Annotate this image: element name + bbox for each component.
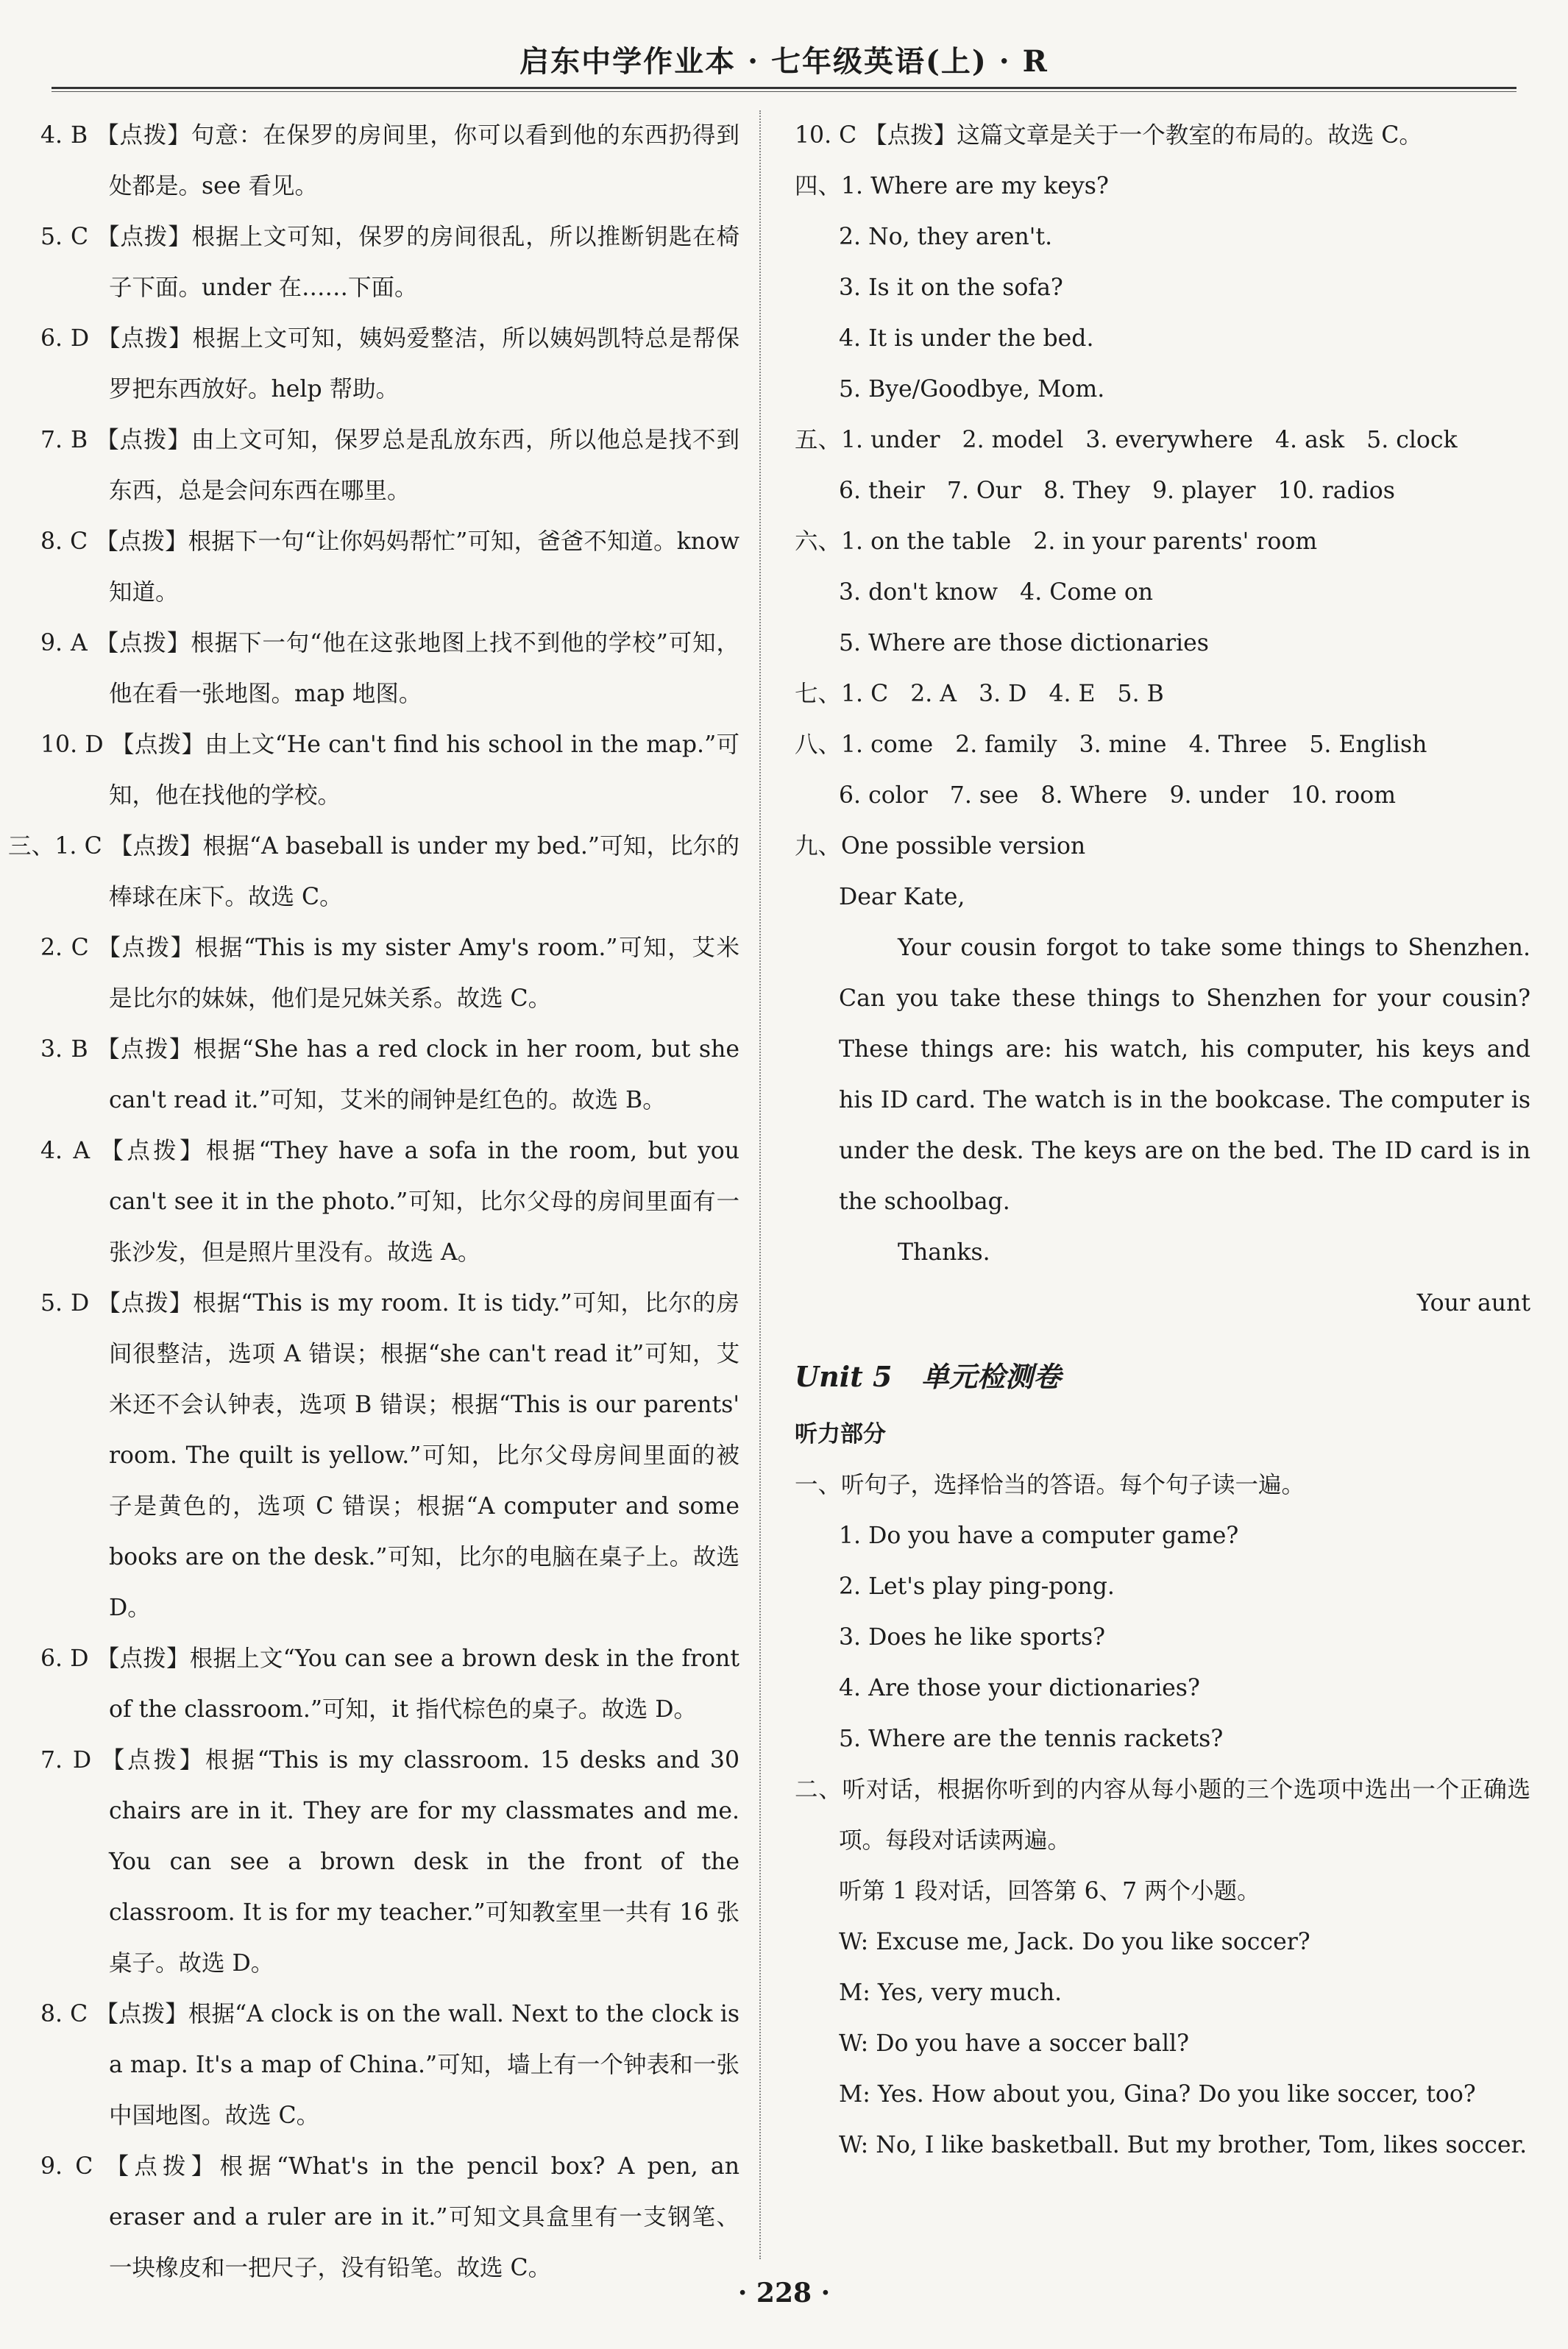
answer-item: 2. C 【点拨】根据“This is my sister Amy's room.”可知，艾米是比尔的妹妹，他们是兄妹关系。故选 C。: [40, 935, 739, 1012]
answer-item: 6. D 【点拨】根据上文可知，姨妈爱整洁，所以姨妈凯特总是帮保罗把东西放好。help 帮助。: [40, 325, 739, 403]
right-column: [795, 110, 1530, 2171]
answer-item: 8. C 【点拨】根据下一句“让你妈妈帮忙”可知，爸爸不知道。know 知道。: [40, 528, 739, 606]
section-label: 七、: [795, 681, 842, 707]
answer-line: 5. Where are those dictionaries: [839, 630, 1209, 656]
answer-item: 10. D 【点拨】由上文“He can't find his school in the map.”可知，他在找他的学校。: [40, 731, 739, 809]
letter-greeting: Dear Kate,: [839, 884, 965, 910]
section-8: [795, 720, 1530, 821]
answer-item: 5. D 【点拨】根据“This is my room. It is tidy.”可知，比尔的房间很整洁，选项 A 错误；根据“she can't read it”可知，艾米还不会认钟表，选项 B 错误；根据“This is our parents' room. The quilt is yellow.”可知，比尔父母房间里面的被子是黄色的，选项 C 错误；根据“A computer and some books are on the desk.”可知，比尔的电脑在桌子上。故选 D。: [40, 1290, 739, 1621]
answer-item: 9. C 【点拨】根据“What's in the pencil box? A pen, an eraser and a ruler are in it.”可知文具盒里有一支钢笔、一块橡皮和一把尺子，没有铅笔。故选 C。: [40, 2153, 739, 2281]
header-rule-thin: [52, 91, 1516, 92]
answer-item: 7. D 【点拨】根据“This is my classroom. 15 desks and 30 chairs are in it. They are for my classmates and me. You can see a brown desk in the front of the classroom. It is for my teacher.”可知教室里一共有 16 张桌子。故选 D。: [40, 1747, 739, 1977]
section-5: [795, 415, 1530, 517]
answer-line: 3. Is it on the sofa?: [839, 274, 1063, 301]
answer-line: 4. It is under the bed.: [839, 325, 1094, 352]
answer-line: 1. C 2. A 3. D 4. E 5. B: [841, 681, 1164, 707]
answer-item: 9. A 【点拨】根据下一句“他在这张地图上找不到他的学校”可知，他在看一张地图。map 地图。: [40, 630, 739, 707]
column-divider: [759, 110, 761, 2259]
unit-title: Unit 5 单元检测卷: [795, 1360, 1062, 1393]
answer-line: 2. No, they aren't.: [839, 224, 1053, 250]
section-6: [795, 517, 1530, 669]
instruction: 二、听对话，根据你听到的内容从每小题的三个选项中选出一个正确选项。每段对话读两遍。: [795, 1776, 1530, 1854]
dialog-line: M: Yes, very much.: [839, 1980, 1063, 2006]
answer-line: 1. under 2. model 3. everywhere 4. ask 5. clock: [841, 427, 1458, 453]
section-9: [795, 821, 1530, 1329]
answer-item: 4. A 【点拨】根据“They have a sofa in the room, but you can't see it in the photo.”可知，比尔父母的房间里面有一张沙发，但是照片里没有。故选 A。: [40, 1138, 739, 1266]
answer-item: 8. C 【点拨】根据“A clock is on the wall. Next to the clock is a map. It's a map of China.”可知，墙上有一个钟表和一张中国地图。故选 C。: [40, 2001, 739, 2129]
answer-line: 6. color 7. see 8. Where 9. under 10. room: [839, 782, 1396, 809]
page-header: 启东中学作业本 · 七年级英语(上) · R: [519, 44, 1049, 79]
answer-line: 6. their 7. Our 8. They 9. player 10. radios: [839, 478, 1395, 504]
dialog-line: M: Yes. How about you, Gina? Do you like soccer, too?: [839, 2081, 1476, 2108]
answer-item: 3. B 【点拨】根据“She has a red clock in her room, but she can't read it.”可知，艾米的闹钟是红色的。故选 B。: [40, 1036, 739, 1113]
answer-line: 3. don't know 4. Come on: [839, 579, 1154, 606]
section-label: 九、: [795, 833, 842, 860]
answer-item: 6. D 【点拨】根据上文“You can see a brown desk in the front of the classroom.”可知，it 指代棕色的桌子。故选 D。: [40, 1645, 739, 1723]
section-4: [795, 161, 1530, 415]
letter-body: Your cousin forgot to take some things to Shenzhen. Can you take these things to Shenzhen for your cousin? These things are: his watch, his computer, his keys and his ID card. The watch is in the bookcase. The computer is under the desk. The keys are on the bed. The ID card is in the schoolbag.: [839, 935, 1530, 1215]
dialog-line: W: Do you have a soccer ball?: [839, 2030, 1189, 2057]
dialog-line: W: No, I like basketball. But my brother, Tom, likes soccer.: [839, 2132, 1528, 2158]
listening-item: 1. Do you have a computer game?: [839, 1523, 1239, 1549]
page-number: · 228 ·: [737, 2278, 831, 2309]
listening-item: 4. Are those your dictionaries?: [839, 1675, 1200, 1701]
dialog-line: W: Excuse me, Jack. Do you like soccer?: [839, 1929, 1310, 1955]
section-label: 四、: [795, 173, 842, 199]
header-rule: [52, 87, 1516, 89]
listening-part-1: [795, 1460, 1530, 1765]
answer-item: 5. C 【点拨】根据上文可知，保罗的房间很乱，所以推断钥匙在椅子下面。under 在……下面。: [40, 224, 739, 301]
section-label: 八、: [795, 731, 842, 758]
answer-line: 1. Where are my keys?: [841, 173, 1109, 199]
answer-line: 1. on the table 2. in your parents' room: [841, 528, 1318, 555]
listening-part-2: [795, 1765, 1530, 2171]
answer-item: 4. B 【点拨】句意：在保罗的房间里，你可以看到他的东西扔得到处都是。see 看见。: [40, 122, 739, 199]
answer-item: 10. C 【点拨】这篇文章是关于一个教室的布局的。故选 C。: [795, 122, 1422, 149]
answer-line: 5. Bye/Goodbye, Mom.: [839, 376, 1105, 403]
answer-item: 三、1. C 【点拨】根据“A baseball is under my bed.”可知，比尔的棒球在床下。故选 C。: [8, 833, 739, 910]
listening-item: 2. Let's play ping-pong.: [839, 1573, 1115, 1600]
section-label: 六、: [795, 528, 842, 555]
letter-thanks: Thanks.: [898, 1239, 990, 1266]
sub-instruction: 听第 1 段对话，回答第 6、7 两个小题。: [839, 1878, 1260, 1905]
answer-line: 1. come 2. family 3. mine 4. Three 5. English: [841, 731, 1427, 758]
left-column: [8, 110, 739, 2294]
answer-item: 7. B 【点拨】由上文可知，保罗总是乱放东西，所以他总是找不到东西，总是会问东西在哪里。: [40, 427, 739, 504]
essay-title: One possible version: [841, 833, 1086, 860]
listening-item: 5. Where are the tennis rackets?: [839, 1726, 1224, 1752]
instruction: 一、听句子，选择恰当的答语。每个句子读一遍。: [795, 1472, 1305, 1498]
section-label: 五、: [795, 427, 842, 453]
letter-sign: Your aunt: [1416, 1290, 1530, 1317]
listening-title: 听力部分: [795, 1421, 886, 1448]
listening-item: 3. Does he like sports?: [839, 1624, 1106, 1651]
section-7: [795, 669, 1530, 720]
